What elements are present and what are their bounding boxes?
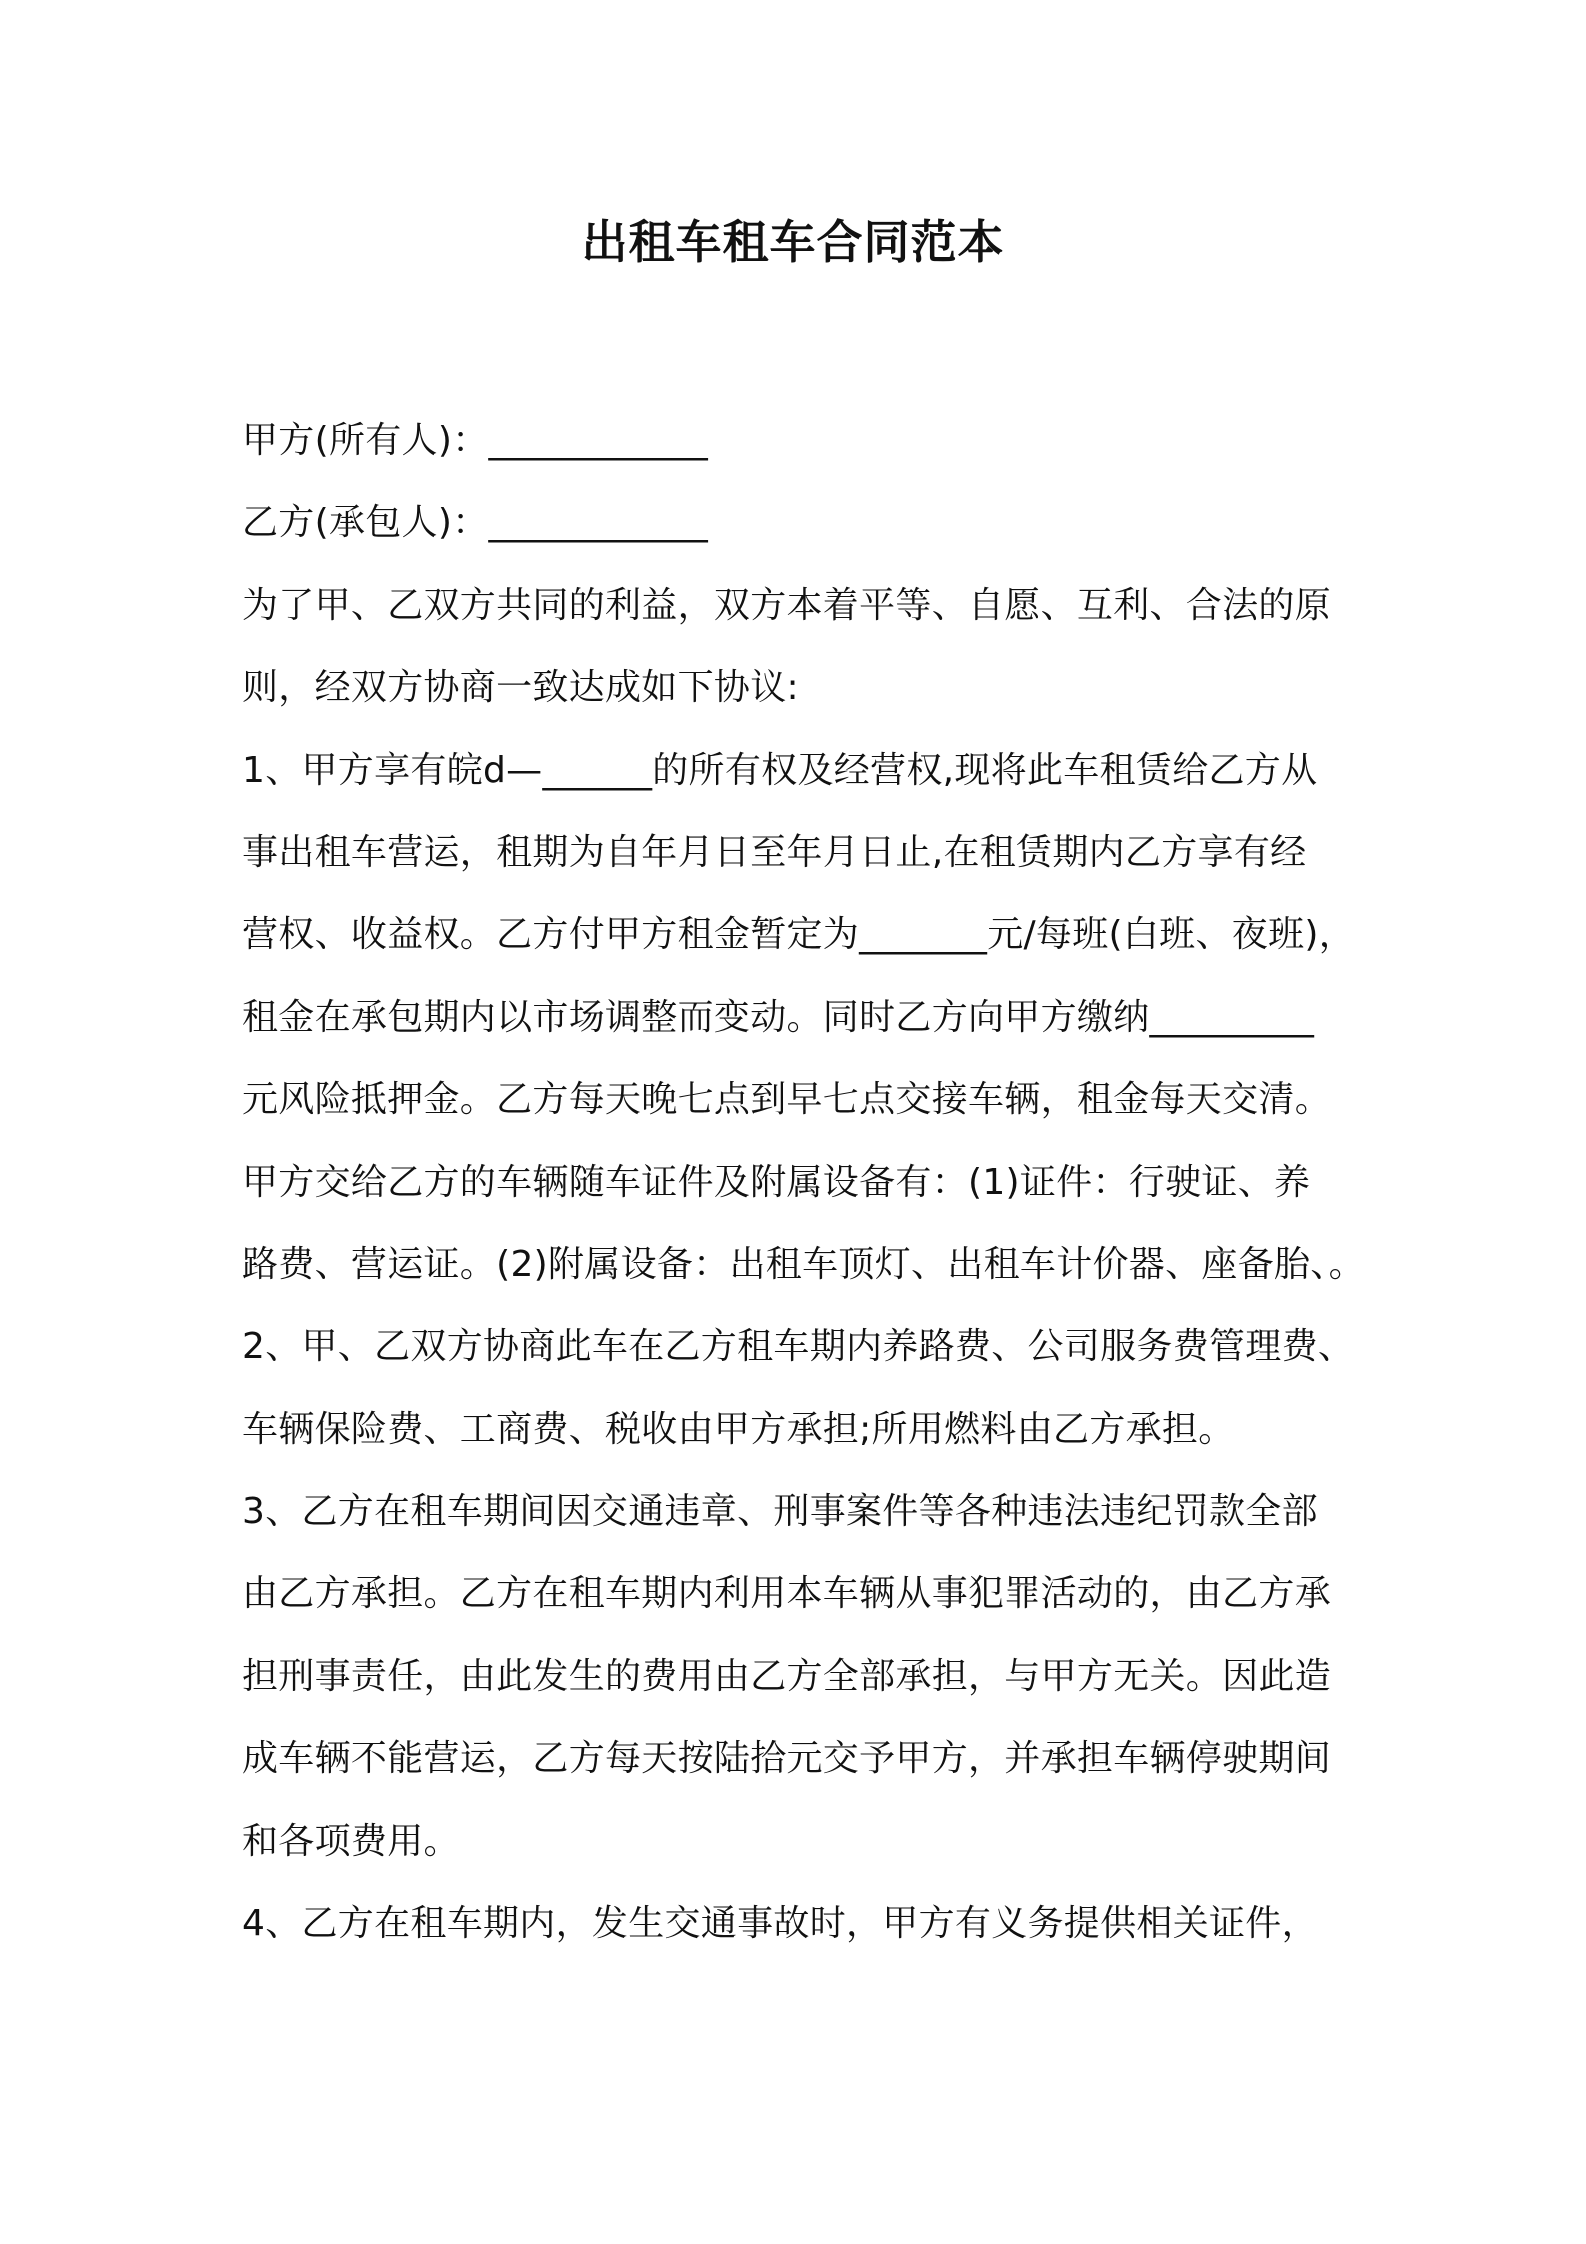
- clause-4-line: 4、乙方在租车期内，发生交通事故时，甲方有义务提供相关证件，: [242, 1903, 1318, 1945]
- body-line: 元风险抵押金。乙方每天晚七点到早七点交接车辆，租金每天交清。: [242, 1079, 1332, 1121]
- body-line: 成车辆不能营运，乙方每天按陆拾元交予甲方，并承担车辆停驶期间: [242, 1738, 1332, 1780]
- body-line: 为了甲、乙双方共同的利益，双方本着平等、自愿、互利、合法的原: [242, 584, 1332, 626]
- body-line: 租金在承包期内以市场调整而变动。同时乙方向甲方缴纳_________: [242, 996, 1315, 1038]
- body-line: 营权、收益权。乙方付甲方租金暂定为_______元/每班(白班、夜班)，: [242, 914, 1356, 956]
- party-a-line: 甲方(所有人)：____________: [242, 420, 709, 461]
- clause-2-line: 2、甲、乙双方协商此车在乙方租车期内养路费、公司服务费管理费、: [242, 1326, 1355, 1368]
- party-b-line: 乙方(承包人)：____________: [242, 502, 709, 544]
- body-line: 车辆保险费、工商费、税收由甲方承担;所用燃料由乙方承担。: [242, 1408, 1235, 1450]
- body-line: 甲方交给乙方的车辆随车证件及附属设备有：(1)证件：行驶证、养: [242, 1161, 1311, 1203]
- body-line: 和各项费用。: [242, 1820, 460, 1862]
- body-line: 则，经双方协商一致达成如下协议:: [242, 667, 799, 709]
- document-title: 出租车租车合同范本: [581, 215, 1005, 269]
- body-line: 事出租车营运，租期为自年月日至年月日止,在租赁期内乙方享有经: [242, 831, 1307, 873]
- clause-1-line: 1、甲方享有皖d—______的所有权及经营权,现将此车租赁给乙方从: [242, 749, 1318, 791]
- body-line: 由乙方承担。乙方在租车期内利用本车辆从事犯罪活动的，由乙方承: [242, 1573, 1332, 1615]
- document-body: [242, 400, 1372, 1965]
- body-line: 路费、营运证。(2)附属设备：出租车顶灯、出租车计价器、座备胎、。: [242, 1243, 1365, 1285]
- body-line: 担刑事责任，由此发生的费用由乙方全部承担，与甲方无关。因此造: [242, 1655, 1332, 1697]
- clause-3-line: 3、乙方在租车期间因交通违章、刑事案件等各种违法违纪罚款全部: [242, 1491, 1318, 1533]
